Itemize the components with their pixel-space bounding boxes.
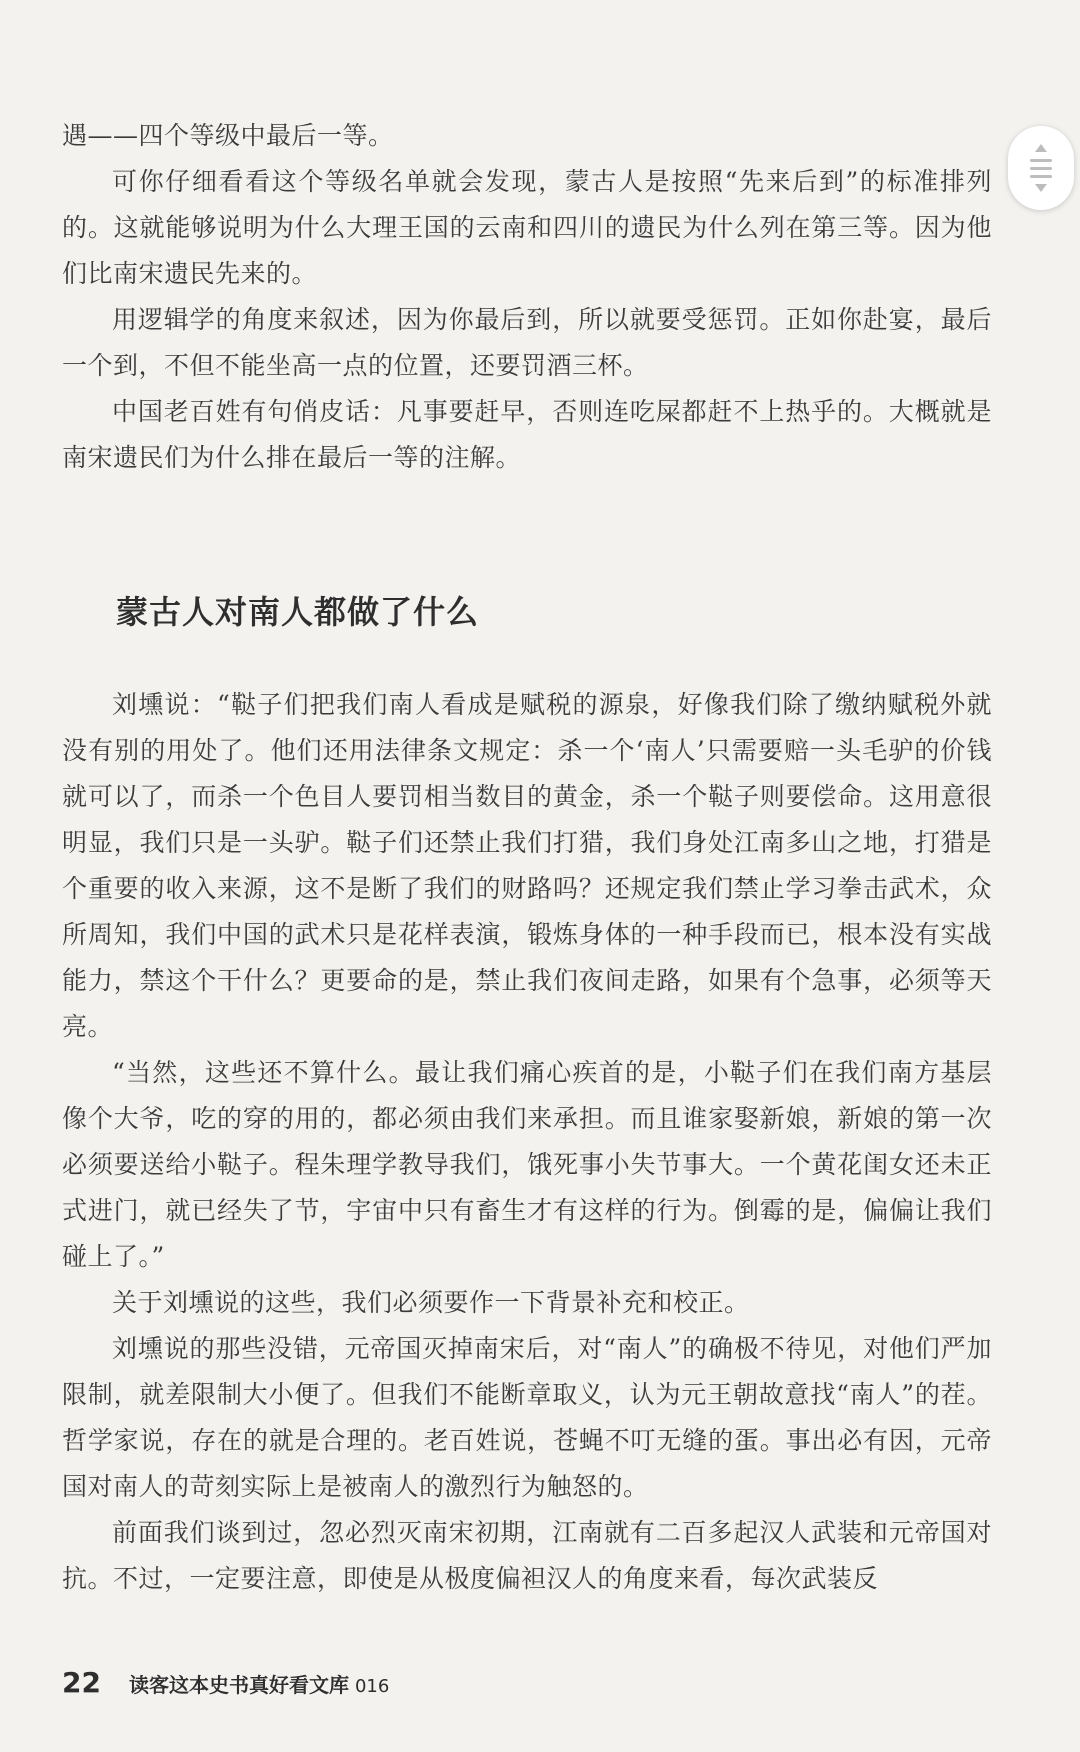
paragraph: 用逻辑学的角度来叙述，因为你最后到，所以就要受惩罚。正如你赴宴，最后一个到，不但不能坐高一点的位置，还要罚酒三杯。	[62, 305, 992, 380]
paragraph: 中国老百姓有句俏皮话：凡事要赶早，否则连吃屎都赶不上热乎的。大概就是南宋遗民们为什么排在最后一等的注解。	[62, 397, 992, 472]
paragraph: 前面我们谈到过，忽必烈灭南宋初期，江南就有二百多起汉人武装和元帝国对抗。不过，一定要注意，即使是从极度偏袒汉人的角度来看，每次武装反	[62, 1518, 992, 1593]
section-text-block	[62, 682, 992, 1602]
paragraph: 可你仔细看看这个等级名单就会发现，蒙古人是按照“先来后到”的标准排列的。这就能够说明为什么大理王国的云南和四川的遗民为什么列在第三等。因为他们比南宋遗民先来的。	[62, 167, 992, 288]
paragraph: 刘壎说的那些没错，元帝国灭掉南宋后，对“南人”的确极不待见，对他们严加限制，就差限制大小便了。但我们不能断章取义，认为元王朝故意找“南人”的茬。哲学家说，存在的就是合理的。老百姓说，苍蝇不叮无缝的蛋。事出必有因，元帝国对南人的苛刻实际上是被南人的激烈行为触怒的。	[62, 1334, 992, 1501]
top-text-block	[62, 113, 992, 481]
paragraph: “当然，这些还不算什么。最让我们痛心疾首的是，小鞑子们在我们南方基层像个大爷，吃的穿的用的，都必须由我们来承担。而且谁家娶新娘，新娘的第一次必须要送给小鞑子。程朱理学教导我们，饿死事小失节事大。一个黄花闺女还未正式进门，就已经失了节，宇宙中只有畜生才有这样的行为。倒霉的是，偏偏让我们碰上了。”	[62, 1058, 992, 1271]
scroll-handle-icon	[1026, 142, 1056, 194]
page-number: 22	[62, 1666, 101, 1699]
page-footer	[62, 1666, 389, 1699]
paragraph: 遇——四个等级中最后一等。	[62, 121, 394, 150]
book-series-code: 016	[354, 1676, 390, 1697]
book-series-title: 读客这本史书真好看文库	[128, 1673, 349, 1697]
section-heading: 蒙古人对南人都做了什么	[116, 593, 480, 631]
scroll-handle-button[interactable]	[1008, 126, 1074, 210]
paragraph: 刘壎说：“鞑子们把我们南人看成是赋税的源泉，好像我们除了缴纳赋税外就没有别的用处了。他们还用法律条文规定：杀一个‘南人’只需要赔一头毛驴的价钱就可以了，而杀一个色目人要罚相当数目的黄金，杀一个鞑子则要偿命。这用意很明显，我们只是一头驴。鞑子们还禁止我们打猎，我们身处江南多山之地，打猎是个重要的收入来源，这不是断了我们的财路吗？还规定我们禁止学习拳击武术，众所周知，我们中国的武术只是花样表演，锻炼身体的一种手段而已，根本没有实战能力，禁这个干什么？更要命的是，禁止我们夜间走路，如果有个急事，必须等天亮。	[62, 690, 992, 1041]
paragraph: 关于刘壎说的这些，我们必须要作一下背景补充和校正。	[112, 1288, 750, 1317]
